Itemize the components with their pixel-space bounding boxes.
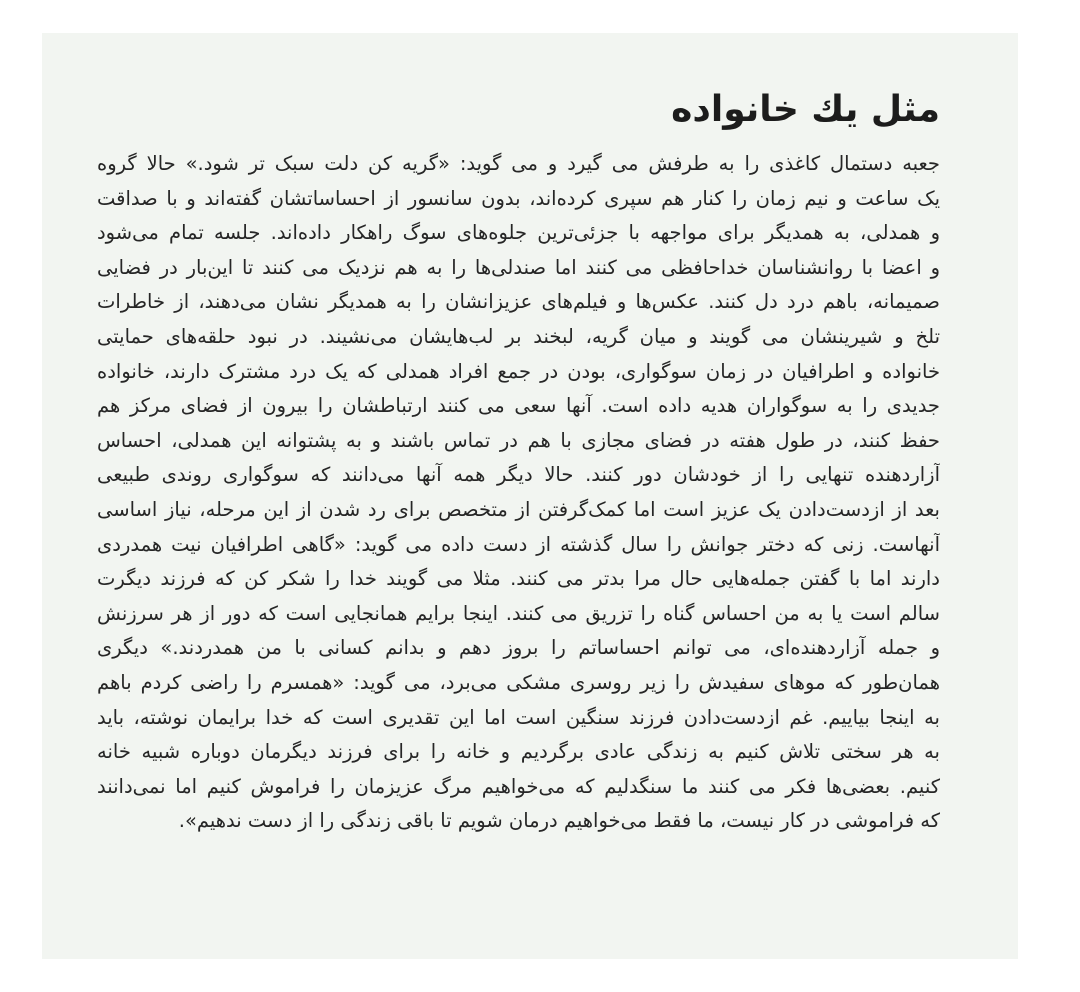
article-line: حفظ کنند، در طول هفته در فضای مجازی با هم در تماس باشند و به پشتوانه این همدلی، احساس: [97, 428, 940, 452]
article-line: سالم است یا به من احساس گناه را تزریق می کنند. اینجا برایم همانجایی است که دور از هر سرزنش: [97, 601, 940, 625]
article-body: [97, 147, 940, 839]
article-line: و جمله آزاردهنده‌ای، می توانم احساساتم را بروز دهم و بدانم کسانی با من همدردند.» دیگری: [97, 636, 940, 660]
article-line-last: که فراموشی در کار نیست، ما فقط می‌خواهیم درمان شویم تا باقی زندگی را از دست ندهیم».: [178, 809, 940, 833]
article-line: به اینجا بیاییم. غم ازدست‌دادن فرزند سنگین است اما این تقدیری است که خدا برایمان نوشته، باید: [97, 705, 940, 729]
article-line: و اعضا با روانشناسان خداحافظی می کنند اما صندلی‌ها را به هم نزدیک می کنند تا این‌بار در فضایی: [97, 255, 940, 279]
article-line: صمیمانه، باهم درد دل کنند. عکس‌ها و فیلم‌های عزیزانشان را به همدیگر نشان می‌دهند، از خاطرات: [97, 290, 940, 314]
article-line: دارند اما با گفتن جمله‌هایی حال مرا بدتر می کنند. مثلا می گویند خدا را شکر کن که فرزند دیگرت: [97, 567, 940, 591]
article-line: بعد از ازدست‌دادن یک عزیز است اما کمک‌گرفتن از متخصص برای رد شدن از این مرحله، نیاز اساسی: [97, 497, 940, 521]
article-line: آنهاست. زنی که دختر جوانش را سال گذشته از دست داده می گوید: «گاهی اطرافیان نیت همدردی: [97, 532, 940, 556]
article-title: مثل یك خانواده: [671, 89, 940, 130]
article-line: به هر سختی تلاش کنیم به زندگی عادی برگردیم و خانه را برای فرزند دیگرمان دوباره شبیه خانه: [97, 740, 940, 764]
article-panel: [42, 33, 1018, 959]
article-line: جدیدی را به سوگواران هدیه داده است. آنها سعی می کنند ارتباطشان را بیرون از فضای مرکز هم: [97, 394, 940, 418]
article-line: تلخ و شیرینشان می گویند و میان گریه، لبخند بر لب‌هایشان می‌نشیند. در نبود حلقه‌های حمایتی: [97, 324, 940, 348]
article-line: یک ساعت و نیم زمان را کنار هم سپری کرده‌اند، بدون سانسور از احساساتشان گفته‌اند و با صداقت: [97, 186, 940, 210]
article-line: کنیم. بعضی‌ها فکر می کنند ما سنگدلیم که می‌خواهیم مرگ عزیزمان را فراموش کنیم اما نمی‌دانند: [97, 774, 940, 798]
article-line: آزاردهنده تنهایی را از خودشان دور کنند. حالا دیگر همه آنها می‌دانند که سوگواری روندی طبیعی: [97, 463, 940, 487]
article-line: همان‌طور که موهای سفیدش را زیر روسری مشکی می‌برد، می گوید: «همسرم را راضی کردم باهم: [97, 670, 940, 694]
article-line: خانواده و اطرافیان در زمان سوگواری، بودن در جمع افراد همدلی که یک درد مشترک دارند، خانواده: [97, 359, 940, 383]
article-line: و همدلی، به همدیگر برای مواجهه با جزئی‌ترین جلوه‌های سوگ راهکار داده‌اند. جلسه تمام می‌شود: [97, 221, 940, 245]
article-line: جعبه دستمال کاغذی را به طرفش می گیرد و می گوید: «گریه کن دلت سبک تر شود.» حالا گروه: [97, 152, 940, 175]
